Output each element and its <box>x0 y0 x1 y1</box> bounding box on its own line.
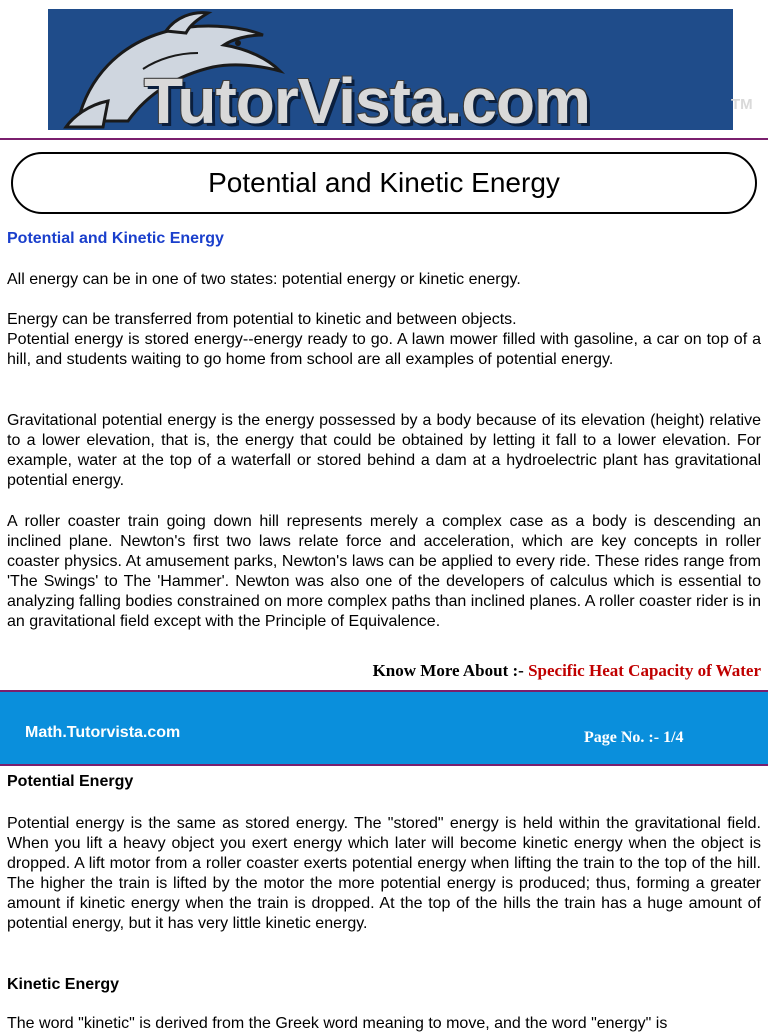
footer-site-link[interactable]: Math.Tutorvista.com <box>25 724 181 741</box>
logo-text: TutorVista.com <box>144 65 590 137</box>
page-footer <box>0 690 768 766</box>
title-box <box>11 152 757 214</box>
page-title: Potential and Kinetic Energy <box>208 167 560 198</box>
page-number: Page No. :- 1/4 <box>584 729 684 746</box>
heading-potential-energy: Potential Energy <box>7 773 134 790</box>
section-link[interactable]: Potential and Kinetic Energy <box>7 230 224 247</box>
paragraph-roller-coaster: A roller coaster train going down hill represents merely a complex case as a body is descending an inclined plane. Newton's first two laws relate force and acceleration, which are key concepts in roller coaster physics. At amusement parks, Newton's laws can be applied to every ride. These rides range from 'The Swings' to The 'Hammer'. Newton was also one of the developers of calculus which is essential to analyzing falling bodies constrained on more complex paths than inclined planes. A roller coaster rider is in an gravitational field except with the Principle of Equivalence. <box>7 513 761 630</box>
paragraph-states: All energy can be in one of two states: potential energy or kinetic energy. <box>7 271 521 288</box>
know-more <box>373 661 761 681</box>
know-more-link[interactable]: Specific Heat Capacity of Water <box>528 661 761 680</box>
tutorvista-banner <box>48 9 753 137</box>
header-divider <box>0 138 768 140</box>
paragraph-potential-energy: Potential energy is the same as stored energy. The "stored" energy is held within the gravitational field. When you lift a heavy object you exert energy which later will become kinetic energy when the object is dropped. A lift motor from a roller coaster exerts potential energy when lifting the train to the top of the hill. The higher the train is lifted by the motor the more potential energy is produced; thus, forming a greater amount if kinetic energy when the train is dropped. At the top of the hills the train has a huge amount of potential energy, but it has very little kinetic energy. <box>7 815 761 932</box>
paragraph-transfer: Energy can be transferred from potential to kinetic and between objects. <box>7 311 517 328</box>
paragraph-kinetic-energy: The word "kinetic" is derived from the Greek word meaning to move, and the word "energy" is <box>7 1015 668 1032</box>
logo-trademark: TM <box>731 96 753 113</box>
know-more-label: Know More About :- <box>372 661 529 680</box>
heading-kinetic-energy: Kinetic Energy <box>7 976 120 993</box>
paragraph-gravitational: Gravitational potential energy is the energy possessed by a body because of its elevation (height) relative to a lower elevation, that is, the energy that could be obtained by letting it fall to a lower elevation. For example, water at the top of a waterfall or stored behind a dam at a hydroelectric plant has gravitational potential energy. <box>7 412 761 489</box>
paragraph-stored: Potential energy is stored energy--energy ready to go. A lawn mower filled with gasoline, a car on top of a hill, and students waiting to go home from school are all examples of potential energy. <box>7 331 761 368</box>
